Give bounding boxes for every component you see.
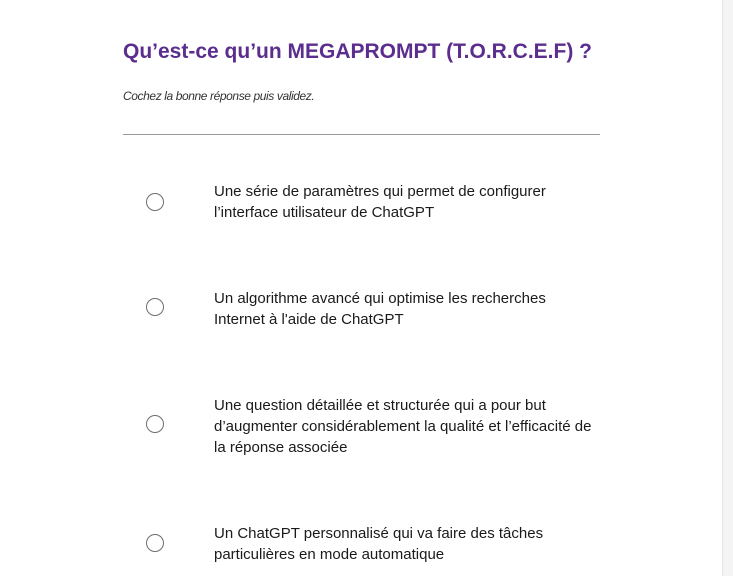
answer-option-label: Une question détaillée et structurée qui a pour but d’augmenter considérablement la qualité et l’efficacité de la réponse associée: [214, 397, 592, 456]
answer-option-label: Une série de paramètres qui permet de configurer l’interface utilisateur de ChatGPT: [214, 183, 546, 221]
answer-option-2[interactable]: [130, 288, 600, 330]
answer-option-3[interactable]: [130, 395, 600, 458]
answer-option-4[interactable]: [130, 523, 600, 565]
radio-button[interactable]: [146, 534, 164, 552]
radio-button[interactable]: [146, 193, 164, 211]
answer-option-1[interactable]: [130, 181, 600, 223]
radio-button[interactable]: [146, 415, 164, 433]
divider: [123, 134, 600, 135]
answer-option-label: Un ChatGPT personnalisé qui va faire des tâches particulières en mode automatique: [214, 525, 544, 563]
answer-option-label: Un algorithme avancé qui optimise les recherches Internet à l'aide de ChatGPT: [214, 290, 546, 328]
scrollbar-track[interactable]: [722, 0, 733, 576]
radio-button[interactable]: [146, 298, 164, 316]
question-instruction: Cochez la bonne réponse puis validez.: [123, 89, 315, 103]
question-title: Qu’est-ce qu’un MEGAPROMPT (T.O.R.C.E.F) ?: [123, 40, 593, 63]
